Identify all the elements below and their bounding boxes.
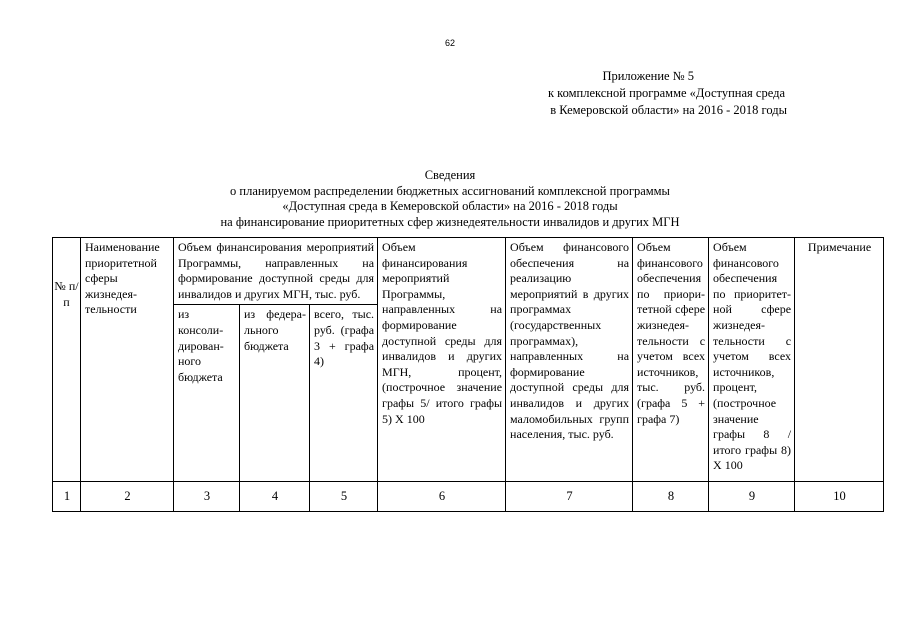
heading-line-3: «Доступная среда в Кемеровской области» на 2016 - 2018 годы [282, 199, 618, 213]
appendix-reference [467, 68, 787, 119]
header-col-2: Наименование приоритетной сферы жизнедеятельности [81, 238, 174, 482]
header-col-8: Объем финансового обеспечения по приоритетной сфере жизнедеятельности с учетом всех источников, тыс. руб. (графа 5 + графа 7) [633, 238, 709, 482]
column-number: 3 [174, 482, 240, 512]
heading-line-2: о планируемом распределении бюджетных ассигнований комплексной программы [230, 183, 670, 198]
header-col-3: из консолидированного бюджета [174, 305, 240, 482]
column-number: 1 [53, 482, 81, 512]
appendix-line-3: в Кемеровской области» на 2016 - 2018 годы [550, 103, 787, 117]
column-number: 4 [240, 482, 310, 512]
appendix-line-2: к комплексной программе «Доступная среда [547, 86, 785, 100]
header-col-3-5-group: Объем финансирования мероприятий Программы, направленных на формирование доступной среды для инвалидов и других МГН, тыс. руб. [174, 238, 378, 305]
page-number: 62 [444, 38, 455, 48]
column-number: 8 [633, 482, 709, 512]
header-col-9: Объем финансового обеспечения по приоритетной сфере жизнедеятельности с учетом всех источников, процент, (построчное значение графы 8 / итого графы 8) Х 100 [709, 238, 795, 482]
column-number: 2 [81, 482, 174, 512]
document-heading [120, 168, 780, 230]
header-col-6: Объем финансирования мероприятий Программы, направленных на формирование доступной среды для инвалидов и других МГН, процент, (построчное значение графы 5/ итого графы 5) Х 100 [378, 238, 506, 482]
column-number: 10 [795, 482, 884, 512]
column-number: 6 [378, 482, 506, 512]
header-col-10: Примечание [795, 238, 884, 482]
header-col-1: № п/ п [53, 238, 81, 482]
table-header-row-1 [53, 238, 884, 305]
heading-line-1: Сведения [424, 168, 476, 182]
column-number: 5 [310, 482, 378, 512]
heading-line-4: на финансирование приоритетных сфер жизнедеятельности инвалидов и других МГН [220, 214, 680, 229]
column-number: 9 [709, 482, 795, 512]
budget-allocation-table [52, 237, 884, 512]
header-col-7: Объем финансового обеспечения на реализацию мероприятий в других программах (государственных программах), направленных на формирование доступной среды для инвалидов и других маломобильных групп населения, тыс. руб. [506, 238, 633, 482]
appendix-line-1: Приложение № 5 [602, 69, 694, 83]
header-col-5: всего, тыс. руб. (графа 3 + графа 4) [310, 305, 378, 482]
column-number: 7 [506, 482, 633, 512]
column-number-row [53, 482, 884, 512]
header-col-4: из федерального бюджета [240, 305, 310, 482]
